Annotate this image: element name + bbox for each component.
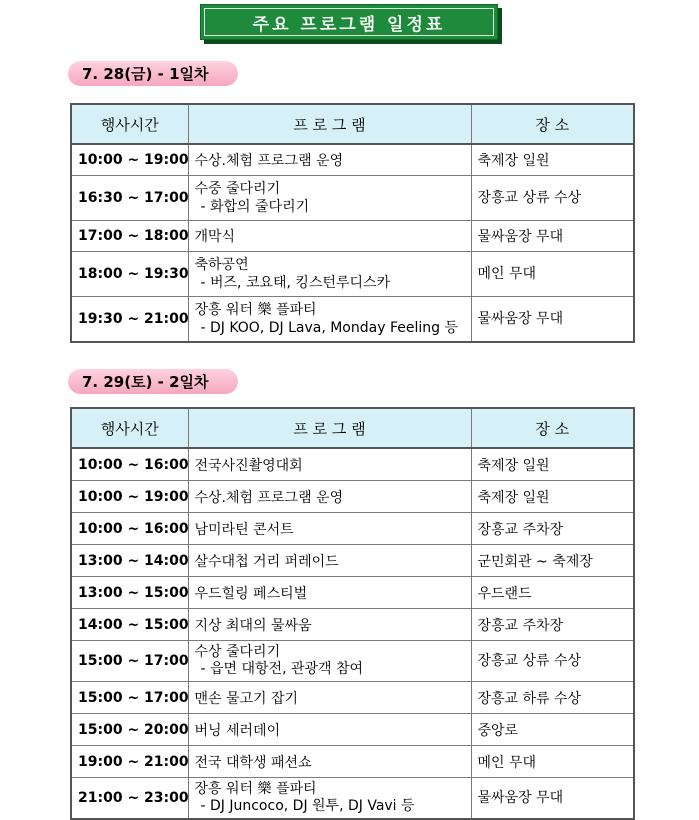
time-cell: 17:00 ~ 18:00 (71, 221, 188, 252)
header-time: 행사시간 (71, 104, 188, 144)
program-detail: - DJ Juncoco, DJ 원투, DJ Vavi 등 (200, 798, 415, 814)
table-row (71, 176, 634, 221)
schedule-table-day2 (70, 407, 635, 820)
place-cell: 장흥교 주차장 (471, 513, 634, 545)
program-name: 지상 최대의 물싸움 (194, 617, 312, 634)
program-cell (188, 448, 471, 481)
program-cell (188, 513, 471, 545)
time-cell: 10:00 ~ 16:00 (71, 448, 188, 481)
program-cell (188, 778, 471, 820)
time-cell: 13:00 ~ 15:00 (71, 577, 188, 609)
program-name: 수상 줄다리기 (194, 644, 281, 660)
program-name: 수중 줄다리기 (194, 181, 281, 197)
table-row (71, 778, 634, 820)
header-program: 프 로 그 램 (188, 408, 471, 448)
time-cell: 18:00 ~ 19:30 (71, 252, 188, 297)
schedule-table-day1 (70, 103, 635, 343)
program-cell (188, 481, 471, 513)
program-name: 축하공연 (194, 257, 249, 273)
time-cell: 16:30 ~ 17:00 (71, 176, 188, 221)
program-cell (188, 577, 471, 609)
time-cell: 15:00 ~ 17:00 (71, 641, 188, 682)
place-cell: 장흥교 하류 수상 (471, 682, 634, 714)
page-title: 주요 프로그램 일정표 (252, 14, 446, 35)
time-cell: 15:00 ~ 20:00 (71, 714, 188, 746)
program-cell (188, 714, 471, 746)
day-label-2: 7. 29(토) - 2일차 (68, 369, 238, 394)
table-row (71, 641, 634, 682)
table-row (71, 609, 634, 641)
program-cell (188, 297, 471, 343)
program-cell (188, 641, 471, 682)
program-name: 남미라틴 콘서트 (194, 521, 294, 538)
program-cell (188, 545, 471, 577)
place-cell: 물싸움장 무대 (471, 297, 634, 343)
time-cell: 19:00 ~ 21:00 (71, 746, 188, 778)
program-detail: - 읍면 대항전, 관광객 참여 (200, 661, 364, 677)
table-row (71, 746, 634, 778)
header-program: 프 로 그 램 (188, 104, 471, 144)
page-title-banner (200, 4, 498, 40)
program-detail: - 화합의 줄다리기 (200, 199, 310, 215)
table-row (71, 221, 634, 252)
table-row (71, 577, 634, 609)
place-cell: 물싸움장 무대 (471, 221, 634, 252)
program-name: 전국 대학생 패션쇼 (194, 754, 312, 771)
program-name: 살수대첩 거리 퍼레이드 (194, 553, 339, 570)
place-cell: 메인 무대 (471, 252, 634, 297)
time-cell: 10:00 ~ 16:00 (71, 513, 188, 545)
program-name: 맨손 물고기 잡기 (194, 690, 299, 707)
table-header-row (71, 104, 634, 144)
table-row (71, 448, 634, 481)
place-cell: 군민회관 ~ 축제장 (471, 545, 634, 577)
schedule-body-day2 (71, 448, 634, 819)
place-cell: 메인 무대 (471, 746, 634, 778)
schedule-body-day1 (71, 144, 634, 342)
program-cell (188, 609, 471, 641)
time-cell: 10:00 ~ 19:00 (71, 144, 188, 176)
place-cell: 물싸움장 무대 (471, 778, 634, 820)
place-cell: 장흥교 주차장 (471, 609, 634, 641)
place-cell: 장흥교 상류 수상 (471, 176, 634, 221)
program-cell (188, 252, 471, 297)
program-name: 수상.체험 프로그램 운영 (194, 489, 344, 506)
program-cell (188, 221, 471, 252)
place-cell: 우드랜드 (471, 577, 634, 609)
table-row (71, 545, 634, 577)
place-cell: 축제장 일원 (471, 144, 634, 176)
place-cell: 중앙로 (471, 714, 634, 746)
program-name: 전국사진촬영대회 (194, 457, 303, 474)
day-label-1: 7. 28(금) - 1일차 (68, 61, 238, 86)
header-time: 행사시간 (71, 408, 188, 448)
program-cell (188, 682, 471, 714)
time-cell: 15:00 ~ 17:00 (71, 682, 188, 714)
program-detail: - 버즈, 코요태, 킹스턴루디스카 (200, 275, 391, 291)
program-cell (188, 144, 471, 176)
time-cell: 14:00 ~ 15:00 (71, 609, 188, 641)
program-cell (188, 176, 471, 221)
table-row (71, 297, 634, 343)
program-detail: - DJ KOO, DJ Lava, Monday Feeling 등 (200, 320, 458, 336)
program-name: 수상.체험 프로그램 운영 (194, 153, 344, 169)
table-row (71, 513, 634, 545)
place-cell: 축제장 일원 (471, 481, 634, 513)
time-cell: 21:00 ~ 23:00 (71, 778, 188, 820)
table-row (71, 252, 634, 297)
header-place: 장 소 (471, 408, 634, 448)
program-name: 장흥 워터 樂 플파티 (194, 781, 317, 797)
program-name: 장흥 워터 樂 플파티 (194, 302, 317, 318)
table-row (71, 682, 634, 714)
program-name: 버닝 세러데이 (194, 722, 281, 739)
table-row (71, 714, 634, 746)
program-cell (188, 746, 471, 778)
table-row (71, 481, 634, 513)
program-name: 개막식 (194, 229, 236, 245)
table-header-row (71, 408, 634, 448)
time-cell: 19:30 ~ 21:00 (71, 297, 188, 343)
table-row (71, 144, 634, 176)
time-cell: 10:00 ~ 19:00 (71, 481, 188, 513)
place-cell: 축제장 일원 (471, 448, 634, 481)
header-place: 장 소 (471, 104, 634, 144)
program-name: 우드힐링 페스티벌 (194, 585, 308, 602)
place-cell: 장흥교 상류 수상 (471, 641, 634, 682)
time-cell: 13:00 ~ 14:00 (71, 545, 188, 577)
